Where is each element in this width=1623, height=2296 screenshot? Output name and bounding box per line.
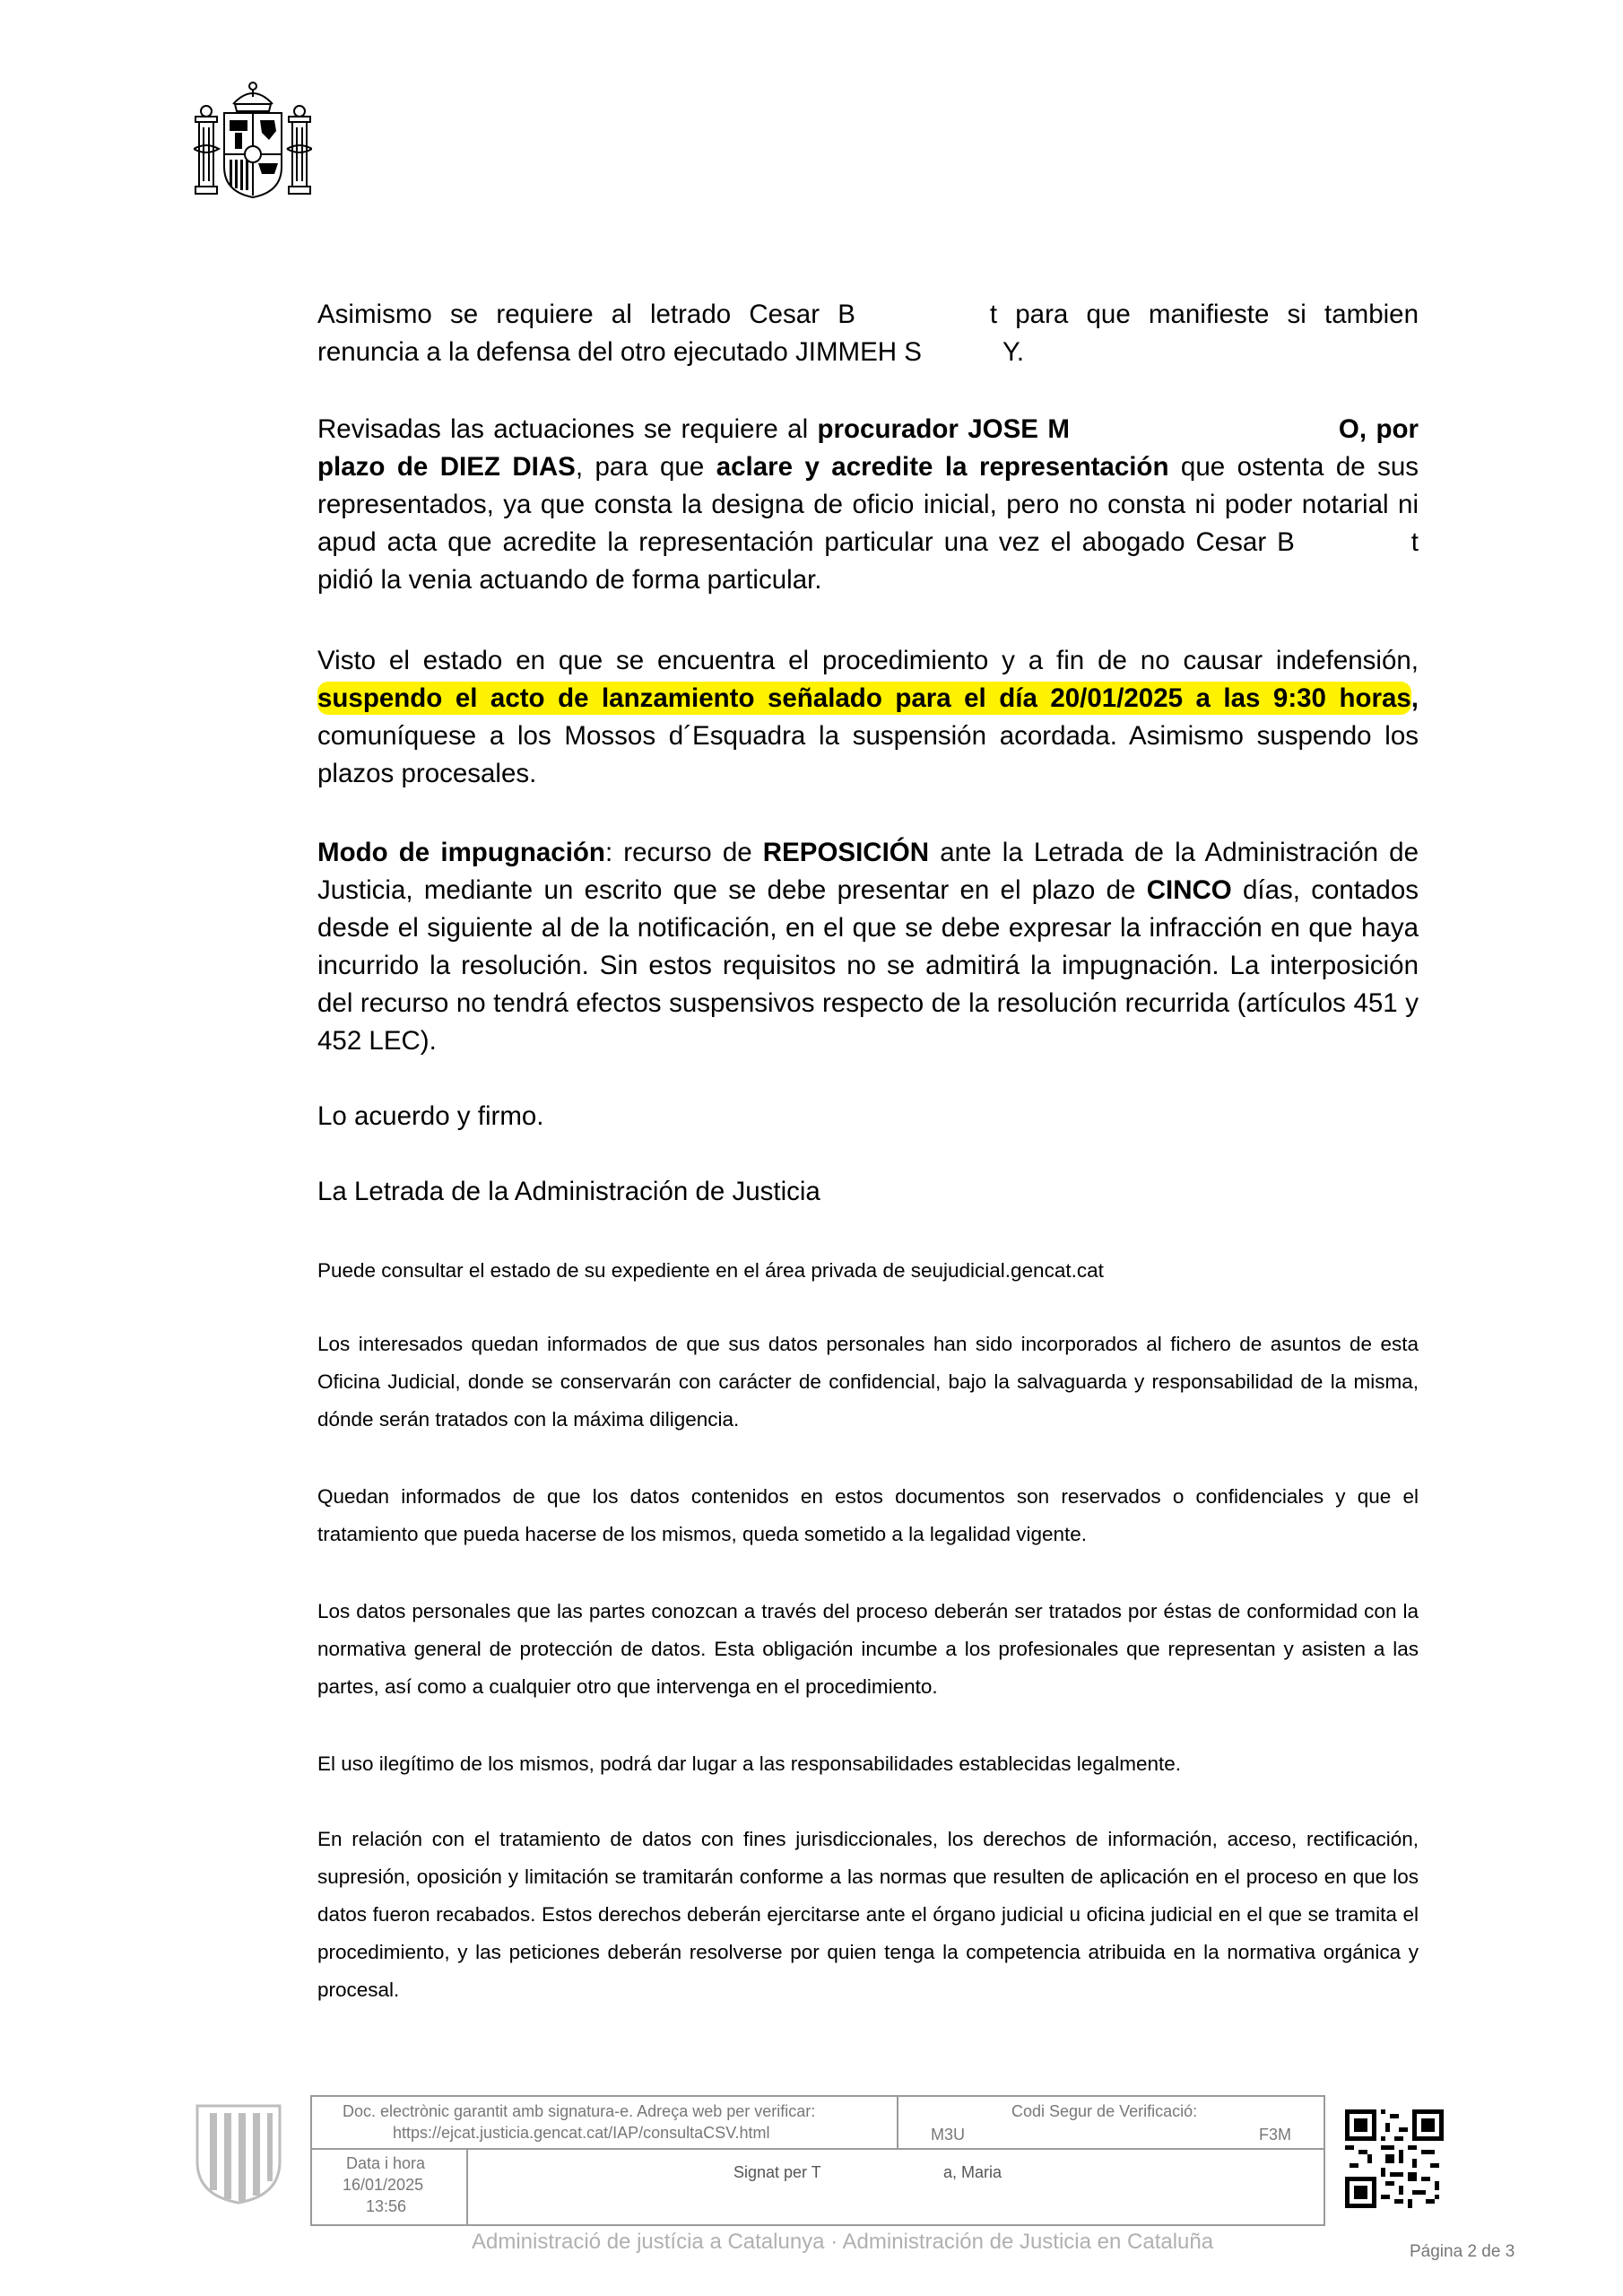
csv-code-part: M3U bbox=[931, 2126, 966, 2144]
signature-time: 13:56 bbox=[366, 2197, 407, 2215]
text-segment: que ostenta de sus representados, ya que consta la designa de oficio inicial, pero no consta ni poder notarial ni apud acta que acredite la representación particular una vez el abogado Cesar B bbox=[317, 452, 1419, 557]
page-number: Página 2 de 3 bbox=[1410, 2242, 1515, 2261]
bold-segment: , bbox=[1410, 683, 1419, 713]
verification-label: Doc. electrònic garantit amb signatura-e. Adreça web per verificar: bbox=[343, 2102, 816, 2120]
text-segment: Revisadas las actuaciones se requiere al bbox=[317, 414, 818, 444]
paragraph-suspension bbox=[317, 642, 1419, 793]
text-segment: , para que bbox=[575, 452, 716, 482]
paragraph-procurador bbox=[317, 411, 1419, 599]
text-segment: Y. bbox=[1002, 337, 1025, 367]
text-segment: t pidió la venia actuando de forma particular. bbox=[317, 527, 1419, 595]
text-segment: Visto el estado en que se encuentra el procedimiento y a fin de no causar indefensión, bbox=[317, 646, 1419, 675]
paragraph-impugnacion bbox=[317, 834, 1419, 1060]
paragraph-line bbox=[317, 334, 1419, 371]
signed-by-label: Signat per T bbox=[733, 2163, 821, 2181]
bold-segment: O, bbox=[1338, 414, 1367, 444]
notice-confidencial: Quedan informados de que los datos contenidos en estos documentos son reservados o confidenciales y que el tratamiento que pueda hacerse de los mismos, queda sometido a la legalidad vigente. bbox=[317, 1485, 1419, 1545]
paragraph-letrado bbox=[317, 296, 1419, 371]
bold-segment: CINCO bbox=[1146, 875, 1232, 905]
catalonia-emblem-icon bbox=[194, 2099, 283, 2206]
text-segment: comuníquese a los Mossos d´Esquadra la suspensión acordada. Asimismo suspendo los plazos procesales. bbox=[317, 721, 1419, 788]
signer-name: a, Maria bbox=[943, 2163, 1002, 2181]
signatory-title: La Letrada de la Administración de Justicia bbox=[317, 1177, 820, 1206]
bold-segment: procurador JOSE M bbox=[817, 414, 1070, 444]
notice-proteccion-datos: Los datos personales que las partes conozcan a través del proceso deberán ser tratados por éstas de conformidad con la normativa general de protección de datos. Esta obligación incumbe a los profesionales que representan y asisten a las partes, así como a cualquier otro que intervenga en el procedimiento. bbox=[317, 1600, 1419, 1698]
text-segment: t para que manifieste si tambien bbox=[989, 300, 1419, 329]
text-segment: ante la Letrada de la Administración de Justicia, mediante un escrito que se debe presentar en el plazo de bbox=[317, 838, 1419, 905]
bold-segment: por plazo de DIEZ DIAS bbox=[317, 414, 1419, 482]
csv-label: Codi Segur de Verificació: bbox=[1011, 2102, 1198, 2120]
bold-segment: REPOSICIÓN bbox=[762, 838, 930, 867]
notice-seujudicial: Puede consultar el estado de su expediente en el área privada de seujudicial.gencat.cat bbox=[317, 1259, 1104, 1282]
signature-verification-box bbox=[310, 2095, 1325, 2226]
notice-derechos: En relación con el tratamiento de datos con fines jurisdiccionales, los derechos de información, acceso, rectificación, supresión, oposición y limitación se tramitarán conforme a las normas que resulten de aplicación en el proceso en que los datos fueron recabados. Estos derechos deberán ejercitarse ante el órgano judicial u oficina judicial en el que se tramita el procedimiento, y las peticiones deberán resolverse por quien tenga la competencia atribuida en la normativa orgánica y procesal. bbox=[317, 1828, 1419, 2001]
text-segment: días, contados desde el siguiente al de la notificación, en el que se debe expresar la infracción en que haya incurrido la resolución. Sin estos requisitos no se admitirá la impugnación. La interposición del recurso no tendrá efectos suspensivos respecto de la resolución recurrida (artículos 451 y 452 LEC). bbox=[317, 875, 1419, 1056]
qr-code-icon[interactable] bbox=[1345, 2109, 1444, 2208]
verification-url[interactable]: https://ejcat.justicia.gencat.cat/IAP/consultaCSV.html bbox=[393, 2124, 770, 2142]
closing-statement: Lo acuerdo y firmo. bbox=[317, 1101, 544, 1131]
highlighted-text: suspendo el acto de lanzamiento señalado para el día 20/01/2025 a las 9:30 horas bbox=[317, 683, 1411, 713]
bold-segment: aclare y acredite la representación bbox=[716, 452, 1169, 482]
paragraph-line bbox=[317, 296, 1419, 334]
text-segment: renuncia a la defensa del otro ejecutado JIMMEH S bbox=[317, 337, 922, 367]
spain-coat-of-arms-icon bbox=[194, 77, 312, 201]
notice-uso-ilegitimo: El uso ilegítimo de los mismos, podrá dar lugar a las responsabilidades establecidas legalmente. bbox=[317, 1752, 1182, 1775]
signature-date: 16/01/2025 bbox=[343, 2176, 424, 2194]
date-label: Data i hora bbox=[346, 2154, 426, 2172]
administration-line: Administració de justícia a Catalunya · Administración de Justicia en Cataluña bbox=[472, 2230, 1214, 2254]
notice-datos-fichero: Los interesados quedan informados de que sus datos personales han sido incorporados al fichero de asuntos de esta Oficina Judicial, donde se conservarán con carácter de confidencial, bajo la salvaguarda y responsabilidad de la misma, dónde serán tratados con la máxima diligencia. bbox=[317, 1333, 1419, 1431]
text-segment: : recurso de bbox=[604, 838, 763, 867]
bold-segment: Modo de impugnación bbox=[317, 838, 605, 867]
csv-code-part: F3M bbox=[1259, 2126, 1291, 2144]
text-segment: Asimismo se requiere al letrado Cesar B bbox=[317, 300, 855, 329]
